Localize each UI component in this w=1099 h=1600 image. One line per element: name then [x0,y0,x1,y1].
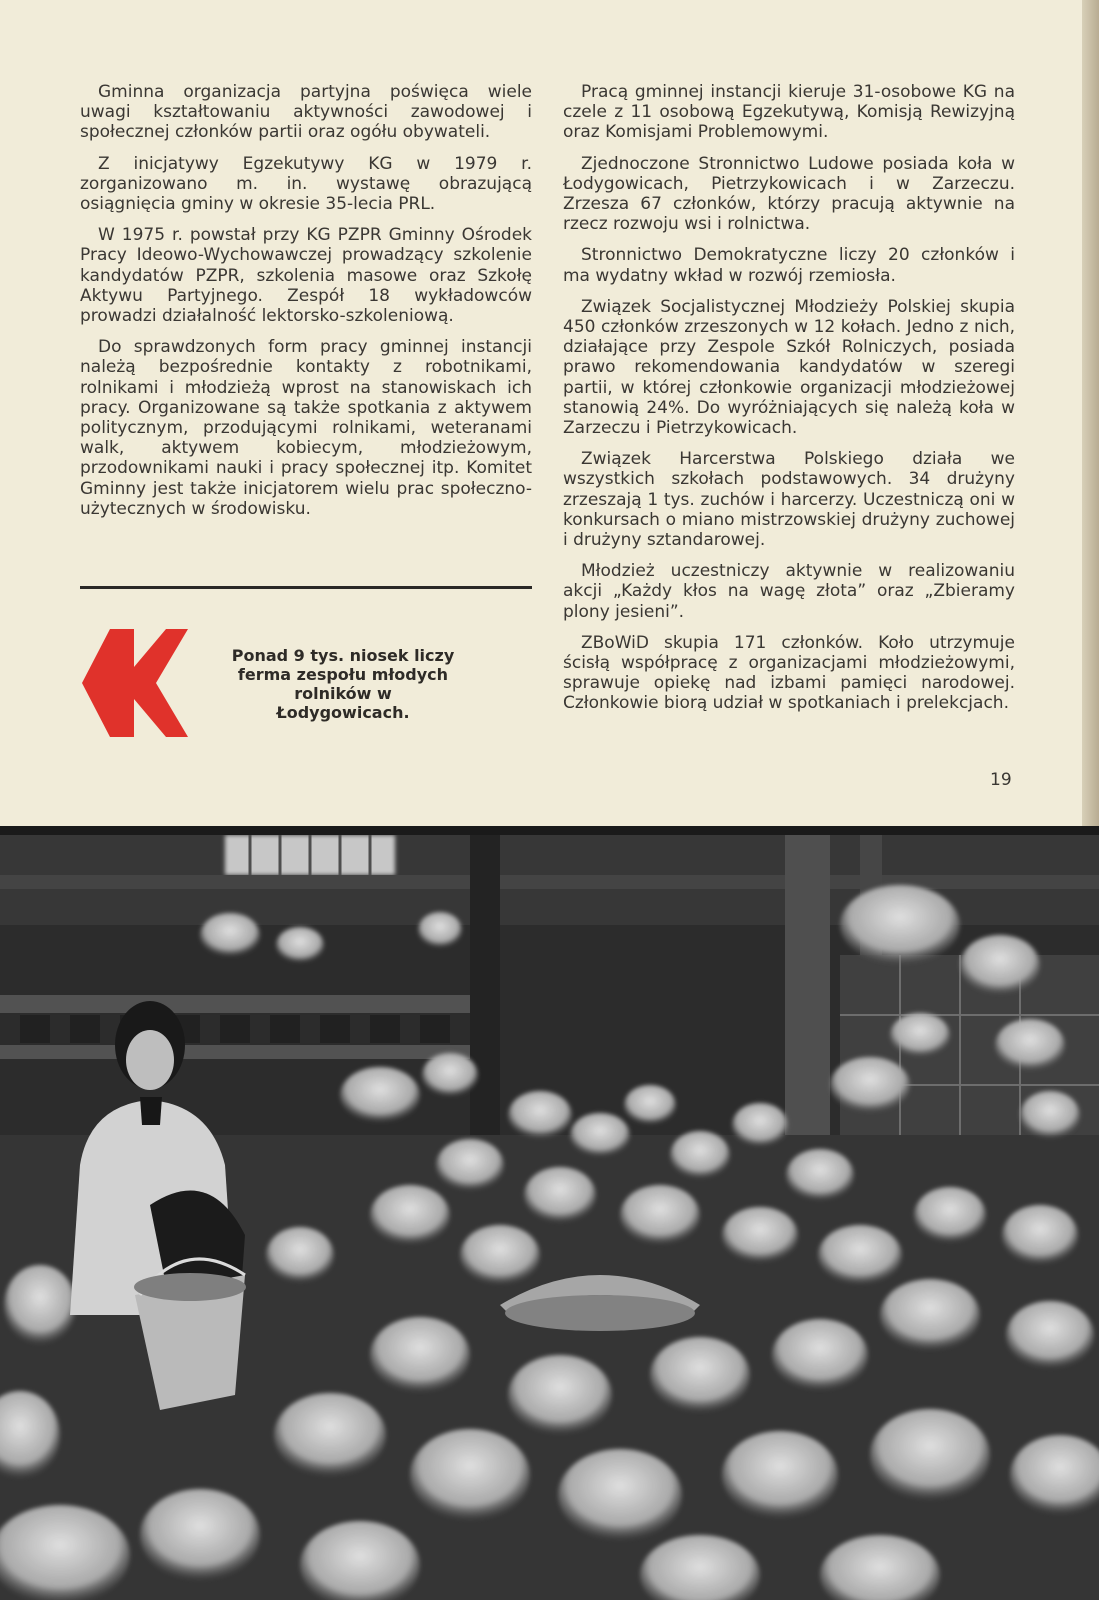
page-number: 19 [990,770,1012,790]
left-paragraph-1: Gminna organizacja partyjna poświęca wiele uwagi kształtowaniu aktywności zawodowej i społecznej członków partii oraz ogółu obywateli. [80,82,532,143]
right-paragraph-1: Pracą gminnej instancji kieruje 31-osobowe KG na czele z 11 osobową Egzekutywą, Komisją Rewizyjną oraz Komisjami Problemowymi. [563,82,1015,143]
right-paragraph-4: Związek Socjalistycznej Młodzieży Polskiej skupia 450 członków zrzeszonych w 12 kołach. Jedno z nich, działające przy Zespole Szkół Rolniczych, posiada prawo rekomendowania kandydatów w szeregi partii, w której członkowie organizacji młodzieżowej stanowią 24%. Do wyróżniających się należą koła w Zarzeczu i Pietrzykowicach. [563,296,1015,439]
right-paragraph-7: ZBoWiD skupia 171 członków. Koło utrzymuje ścisłą współpracę z organizacjami młodzieżowymi, sprawuje opiekę nad izbami pamięci narodowej. Członkowie biorą udział w spotkaniach i prelekcjach. [563,632,1015,714]
left-paragraph-4: Do sprawdzonych form pracy gminnej instancji należą bezpośrednie kontakty z robotnikami, rolnikami i młodzieżą wprost na stanowiskach ich pracy. Organizowane są także spotkania z aktywem politycznym, przodującymi rolnikami, weteranami walk, aktywem kobiecym, młodzieżowym, przodownikami nauki i pracy społecznej itp. Komitet Gminny jest także inicjatorem wielu prac społeczno-użytecznych w środowisku. [80,337,532,519]
book-spine-edge [1082,0,1099,826]
left-paragraph-2: Z inicjatywy Egzekutywy KG w 1979 r. zorganizowano m. in. wystawę obrazującą osiągnięcia gminy w okresie 35-lecia PRL. [80,153,532,215]
left-text-column [80,82,532,530]
right-text-column [563,82,1015,725]
left-paragraph-3: W 1975 r. powstał przy KG PZPR Gminny Ośrodek Pracy Ideowo-Wychowawczej prowadzący szkolenie kandydatów PZPR, szkolenia masowe oraz Szkołę Aktywu Partyjnego. Zespół 18 wykładowców prowadzi działalność lektorsko-szkoleniową. [80,225,532,327]
poultry-farm-photo [0,835,1099,1600]
photo-caption: Ponad 9 tys. niosek liczy ferma zespołu młodych rolników w Łodygowicach. [231,646,455,722]
right-paragraph-6: Młodzież uczestniczy aktywnie w realizowaniu akcji „Każdy kłos na wagę złota” oraz „Zbieramy plony jesieni”. [563,561,1015,622]
section-divider [80,586,532,589]
red-k-logo-icon [80,627,190,739]
right-paragraph-5: Związek Harcerstwa Polskiego działa we wszystkich szkołach podstawowych. 34 drużyny zrzeszają 1 tys. zuchów i harcerzy. Uczestniczą oni w konkursach o miano mistrzowskiej drużyny zuchowej i drużyny sztandarowej. [563,449,1015,551]
right-paragraph-3: Stronnictwo Demokratyczne liczy 20 członków i ma wydatny wkład w rozwój rzemiosła. [563,245,1015,286]
right-paragraph-2: Zjednoczone Stronnictwo Ludowe posiada koła w Łodygowicach, Pietrzykowicach i w Zarzeczu. Zrzesza 67 członków, którzy pracują aktywnie na rzecz rozwoju wsi i rolnictwa. [563,153,1015,235]
